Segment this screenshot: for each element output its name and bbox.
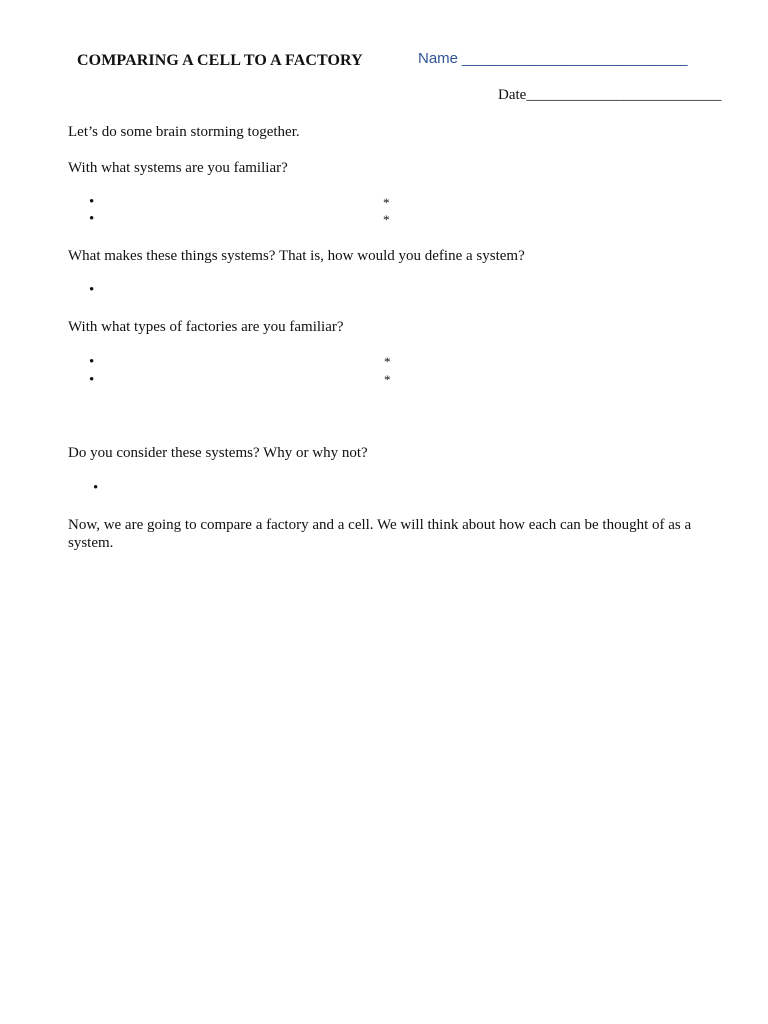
- date-field: Date__________________________: [498, 87, 722, 103]
- star-marker: *: [383, 195, 390, 210]
- bullet-marker: •: [89, 372, 95, 388]
- question-systems-familiar: With what systems are you familiar?: [68, 160, 288, 176]
- bullet-marker: •: [89, 354, 95, 370]
- bullet-marker: •: [93, 480, 99, 496]
- star-marker: *: [383, 212, 390, 227]
- intro-text: Let’s do some brain storming together.: [68, 124, 300, 140]
- worksheet-title: COMPARING A CELL TO A FACTORY: [77, 52, 363, 69]
- bullet-marker: •: [89, 194, 95, 210]
- star-marker: *: [384, 372, 391, 387]
- bullet-marker: •: [89, 282, 95, 298]
- name-field: Name ___________________________: [418, 50, 688, 67]
- closing-paragraph: Now, we are going to compare a factory and a cell. We will think about how each can be thought of as a system.: [68, 517, 692, 551]
- star-marker: *: [384, 354, 391, 369]
- question-define-system: What makes these things systems? That is, how would you define a system?: [68, 248, 525, 264]
- bullet-marker: •: [89, 211, 95, 227]
- question-factories-familiar: With what types of factories are you familiar?: [68, 319, 344, 335]
- question-consider-systems: Do you consider these systems? Why or why not?: [68, 445, 368, 461]
